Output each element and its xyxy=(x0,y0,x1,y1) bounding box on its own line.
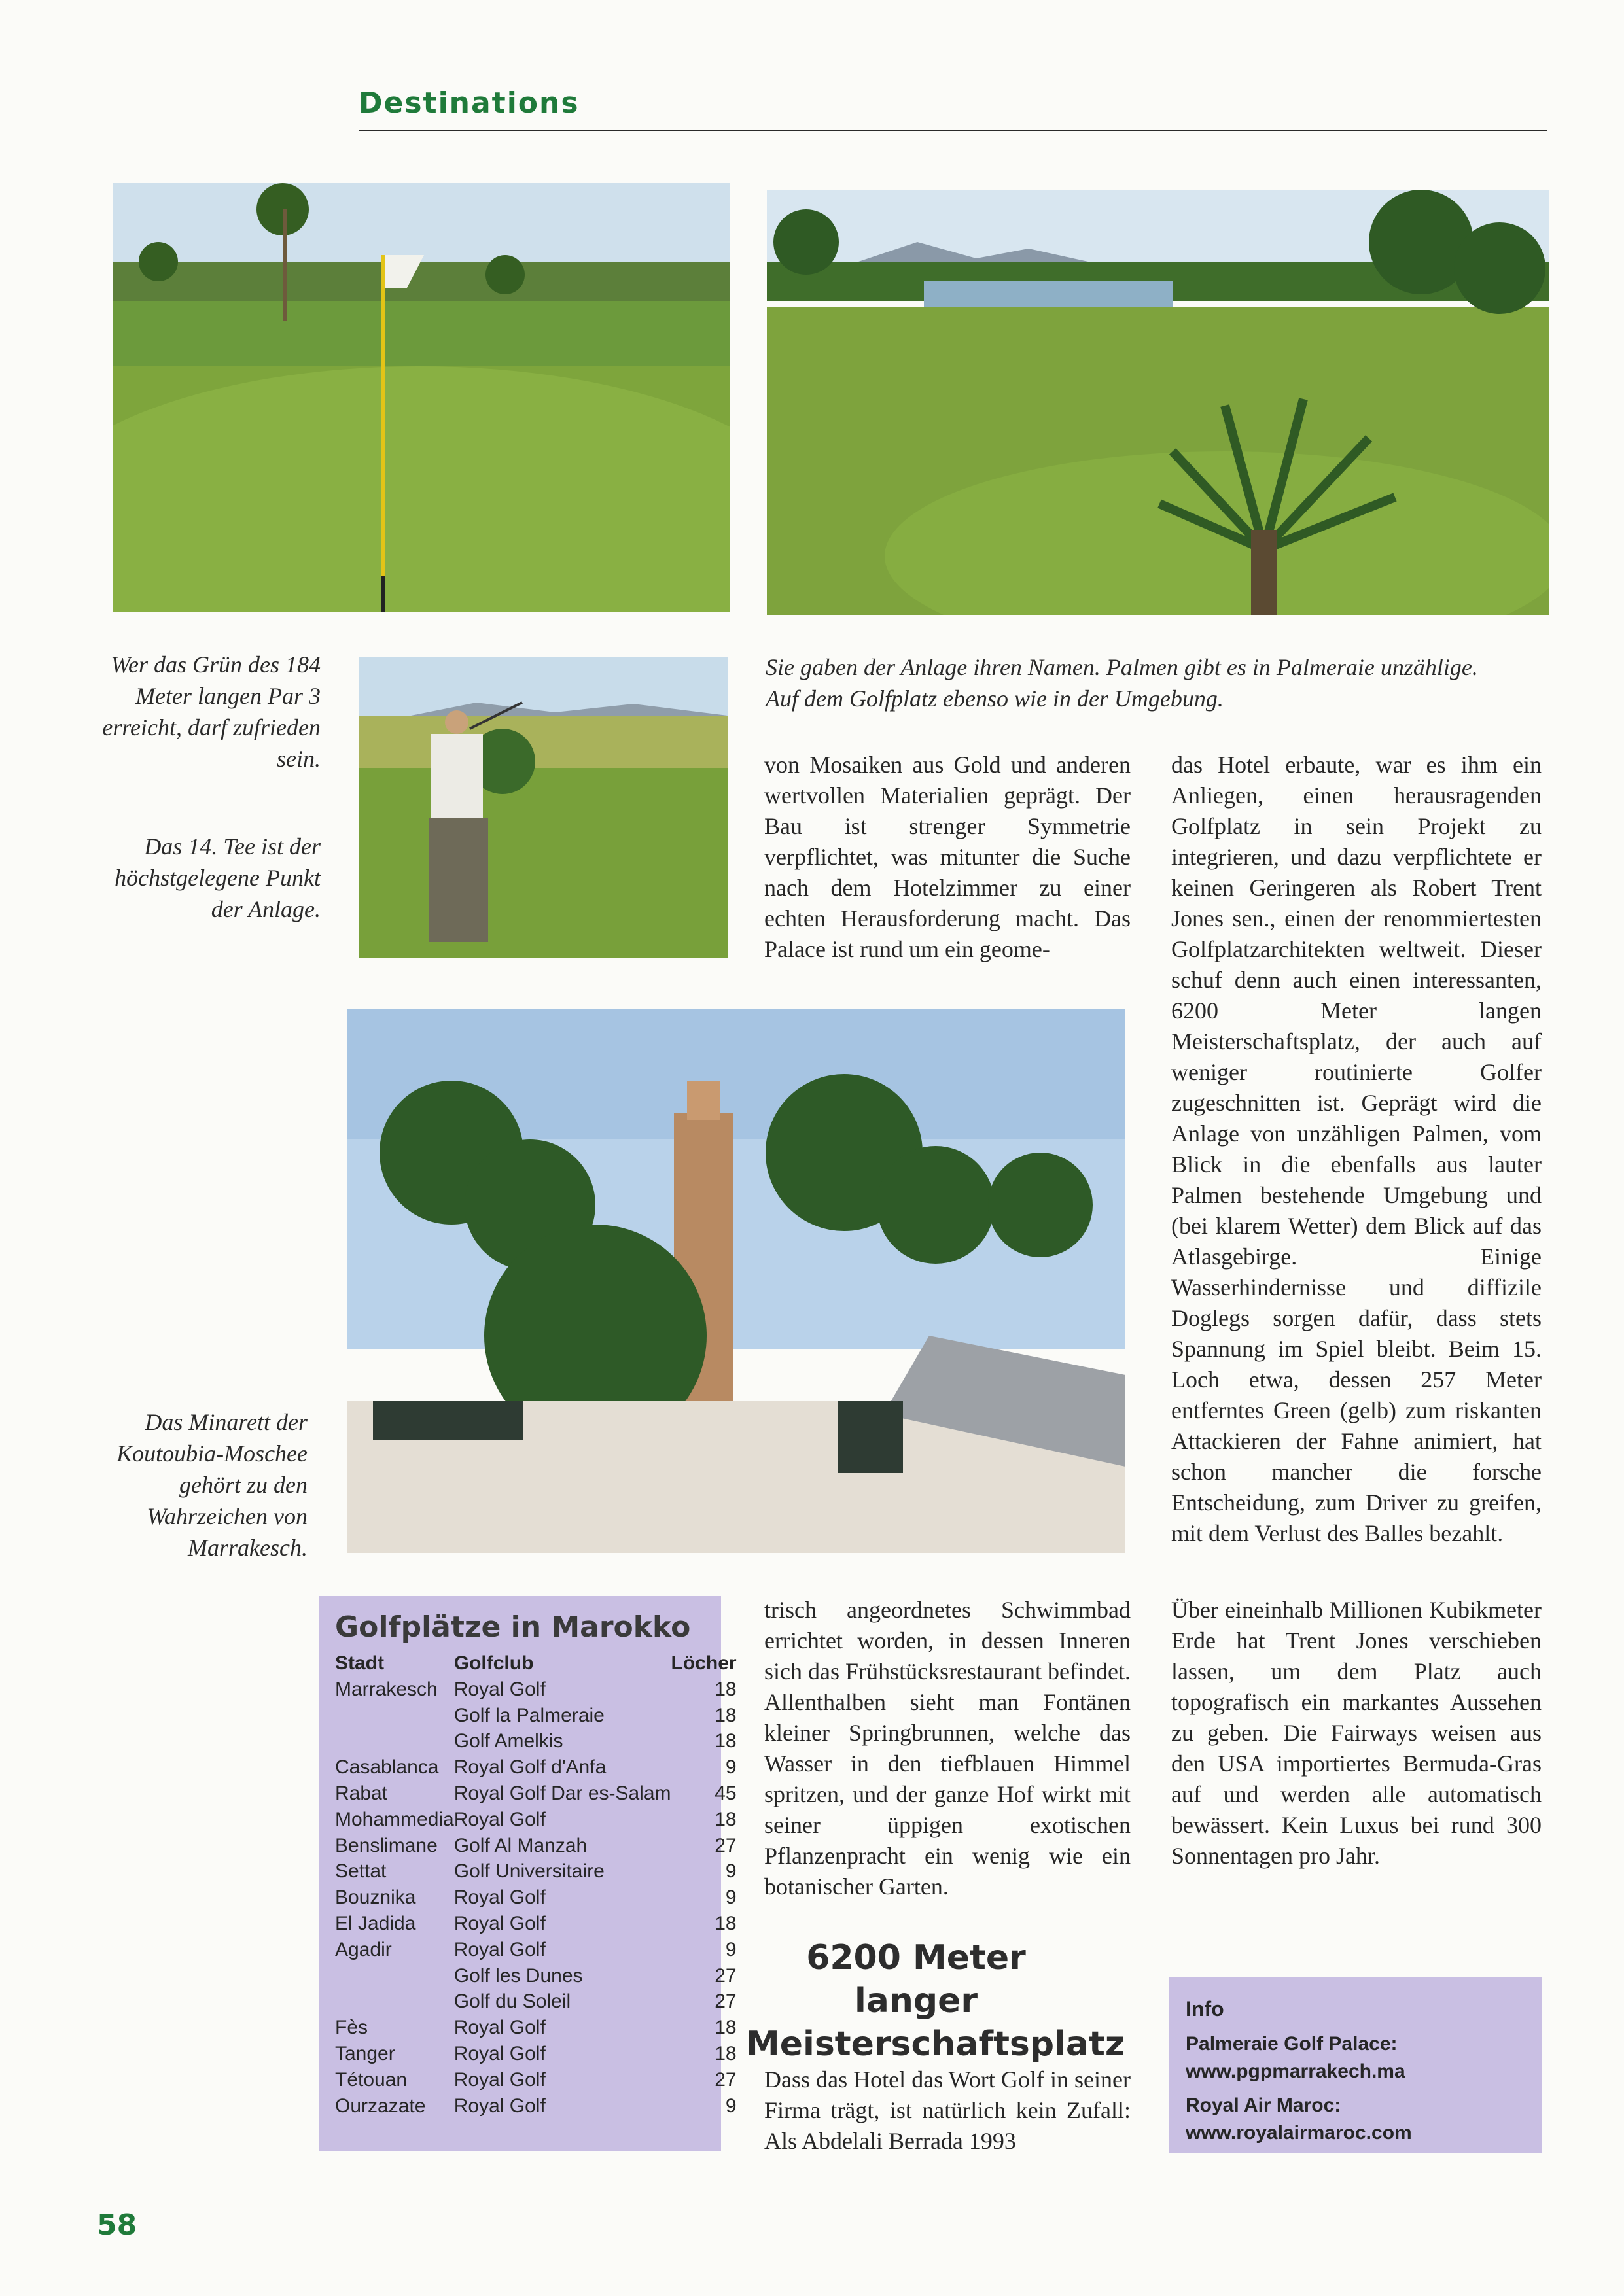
caption-green: Wer das Grün des 184 Meter langen Par 3 erreicht, darf zufrieden sein. xyxy=(102,652,321,772)
cell-holes: 18 xyxy=(715,1912,737,1934)
cell-city xyxy=(335,1963,454,1989)
paragraph: Über eineinhalb Millionen Kubikmeter Erde hat Trent Jones verschieben lassen, um dem Platz auch topografisch ein markantes Aussehen zu geben. Die Fairways weisen aus den USA importiertes Bermuda-Gras auf und werden alle automatisch bewässert. Kein Luxus bei rund 300 Sonnentagen pro Jahr. xyxy=(1171,1597,1542,1869)
cell-city xyxy=(335,1703,454,1729)
table-header-row xyxy=(335,1650,737,1677)
cell-city xyxy=(335,1989,454,2015)
cell-city xyxy=(335,1728,454,1754)
subheading: 6200 Meter langer Meisterschaftsplatz xyxy=(746,1938,1125,2064)
table-row xyxy=(335,1911,737,1937)
photo-minaret xyxy=(347,1009,1125,1553)
golf-courses-table xyxy=(335,1650,737,2119)
cell-holes: 18 xyxy=(715,1730,737,1752)
cell-holes: 9 xyxy=(725,1938,737,1960)
cell-holes: 9 xyxy=(725,1860,737,1883)
cell-club: Royal Golf xyxy=(453,1938,546,1960)
cell-city: Tétouan xyxy=(335,2068,408,2091)
cell-club: Royal Golf d'Anfa xyxy=(453,1756,607,1779)
cell-holes: 18 xyxy=(715,2017,737,2039)
cell-city: Mohammedia xyxy=(335,1808,454,1830)
paragraph: trisch angeordnetes Schwimmbad errichtet worden, in dessen Inneren sich das Frühstücksrestaurant befindet. Allenthalben sieht man Fontänen kleiner Springbrunnen, welche das Wasser in den tiefblauen Himmel spritzen, und der ganze Hof wirkt mit seiner üppigen exotischen Pflanzenpracht ein wenig wie ein botanischer Garten. xyxy=(764,1597,1131,1900)
cell-holes: 18 xyxy=(715,1678,737,1700)
golf-table-title: Golfplätze in Marokko xyxy=(335,1610,691,1644)
cell-city: Casablanca xyxy=(335,1756,439,1779)
body-col1-bottom xyxy=(764,1595,1131,1902)
header-holes: Löcher xyxy=(671,1652,737,1674)
cell-holes: 45 xyxy=(715,1782,737,1804)
table-row xyxy=(335,2015,737,2041)
golf-courses-table-box xyxy=(319,1596,737,2151)
cell-club: Royal Golf xyxy=(453,2017,546,2039)
table-row xyxy=(335,2093,737,2119)
cell-club: Royal Golf xyxy=(453,2042,546,2064)
cell-holes: 18 xyxy=(715,1808,737,1830)
cell-club: Royal Golf xyxy=(453,1887,546,1909)
cell-club: Royal Golf xyxy=(453,2068,546,2091)
cell-city: El Jadida xyxy=(335,1912,416,1934)
cell-holes: 27 xyxy=(715,1964,737,1987)
cell-club: Royal Golf xyxy=(453,2095,546,2117)
section-title: Destinations xyxy=(359,86,580,120)
table-row xyxy=(335,2067,737,2093)
cell-club: Golf Amelkis xyxy=(453,1730,563,1752)
cell-holes: 27 xyxy=(715,1834,737,1856)
photo-palm-fairway xyxy=(767,190,1549,615)
table-row xyxy=(335,1677,737,1703)
info-box xyxy=(1169,1977,1542,2153)
header-rule xyxy=(359,130,1547,131)
info-link[interactable]: www.royalairmaroc.com xyxy=(1186,2122,1412,2144)
table-row xyxy=(335,1754,737,1781)
cell-city: Benslimane xyxy=(335,1834,438,1856)
table-row xyxy=(335,1781,737,1807)
cell-holes: 9 xyxy=(725,1756,737,1779)
body-col2-bottom xyxy=(1171,1595,1542,1871)
caption-tee: Das 14. Tee ist der höchstgelegene Punkt der Anlage. xyxy=(115,833,321,922)
cell-city: Settat xyxy=(335,1860,387,1883)
cell-city: Bouznika xyxy=(335,1887,416,1909)
cell-city: Agadir xyxy=(335,1938,392,1960)
paragraph: das Hotel erbaute, war es ihm ein Anliegen, einen herausragenden Golfplatz in sein Projekt zu integrieren, und dazu verpflichtete er keinen Geringeren als Robert Trent Jones sen., einen der renommiertesten Golfplatzarchitekten weltweit. Dieser schuf denn auch einen interessanten, 6200 Meter langen Meisterschaftsplatz, der auch auf weniger routinierte Golfer zugeschnitten ist. Geprägt wird die Anlage von unzähligen Palmen, vom Blick in die ebenfalls aus lauter Palmen bestehende Umgebung und (bei klarem Wetter) dem Blick auf das Atlasgebirge. Einige Wasserhindernisse und diffizile Doglegs sorgen dafür, dass stets Spannung im Spiel bleibt. Beim 15. Loch etwa, dessen 257 Meter entferntes Green (gelb) zum riskanten Attackieren der Fahne animiert, hat schon mancher die forsche Entscheidung, zum Driver zu greifen, mit dem Verlust des Balles bezahlt. xyxy=(1171,752,1542,1546)
table-row xyxy=(335,1963,737,1989)
body-col1-top xyxy=(764,750,1131,965)
cell-holes: 18 xyxy=(715,2042,737,2064)
table-row xyxy=(335,1937,737,1963)
body-col2-top xyxy=(1171,750,1542,1549)
cell-city: Rabat xyxy=(335,1782,388,1804)
photo-golf-green xyxy=(113,183,730,612)
table-row xyxy=(335,1703,737,1729)
caption-minaret: Das Minarett der Koutoubia-Moschee gehört zu den Wahrzeichen von Marrakesch. xyxy=(116,1409,308,1561)
table-row xyxy=(335,1833,737,1859)
table-row xyxy=(335,1807,737,1833)
cell-holes: 27 xyxy=(715,2068,737,2091)
page-number: 58 xyxy=(97,2208,137,2242)
cell-holes: 18 xyxy=(715,1704,737,1726)
cell-city: Marrakesch xyxy=(335,1678,438,1700)
info-title: Info xyxy=(1186,1997,1224,2021)
info-label: Palmeraie Golf Palace: xyxy=(1186,2033,1398,2055)
cell-club: Golf du Soleil xyxy=(453,1991,571,2013)
caption-palms: Sie gaben der Anlage ihren Namen. Palmen gibt es in Palmeraie unzählige. Auf dem Golfplatz ebenso wie in der Umgebung. xyxy=(766,654,1478,712)
info-link[interactable]: www.pgpmarrakech.ma xyxy=(1186,2061,1405,2082)
cell-club: Golf les Dunes xyxy=(453,1964,583,1987)
cell-club: Royal Golf xyxy=(453,1678,546,1700)
paragraph: Dass das Hotel das Wort Golf in seiner Firma trägt, ist natürlich kein Zufall: Als Abdelali Berrada 1993 xyxy=(764,2066,1131,2154)
table-row xyxy=(335,1728,737,1754)
cell-holes: 9 xyxy=(725,2095,737,2117)
cell-club: Royal Golf xyxy=(453,1808,546,1830)
header-city: Stadt xyxy=(335,1652,384,1674)
info-label: Royal Air Maroc: xyxy=(1186,2095,1341,2116)
cell-city: Ourzazate xyxy=(335,2095,426,2117)
cell-holes: 9 xyxy=(725,1887,737,1909)
table-row xyxy=(335,1858,737,1885)
cell-club: Golf Universitaire xyxy=(453,1860,605,1883)
cell-city: Fès xyxy=(335,2017,368,2039)
photo-golfer xyxy=(359,657,728,958)
cell-club: Royal Golf xyxy=(453,1912,546,1934)
paragraph: von Mosaiken aus Gold und anderen wertvollen Materialien geprägt. Der Bau ist strenger Symmetrie verpflichtet, was mitunter die Suche nach dem Hotelzimmer zu einer echten Herausforderung macht. Das Palace ist rund um ein geome- xyxy=(764,752,1131,962)
cell-club: Golf Al Manzah xyxy=(453,1834,588,1856)
cell-club: Golf la Palmeraie xyxy=(453,1704,605,1726)
table-row xyxy=(335,1885,737,1911)
body-col1-end xyxy=(764,2064,1131,2157)
table-row xyxy=(335,1989,737,2015)
cell-holes: 27 xyxy=(715,1991,737,2013)
cell-city: Tanger xyxy=(335,2042,395,2064)
cell-club: Royal Golf Dar es-Salam xyxy=(453,1782,671,1804)
table-row xyxy=(335,2041,737,2067)
header-club: Golfclub xyxy=(453,1652,534,1674)
